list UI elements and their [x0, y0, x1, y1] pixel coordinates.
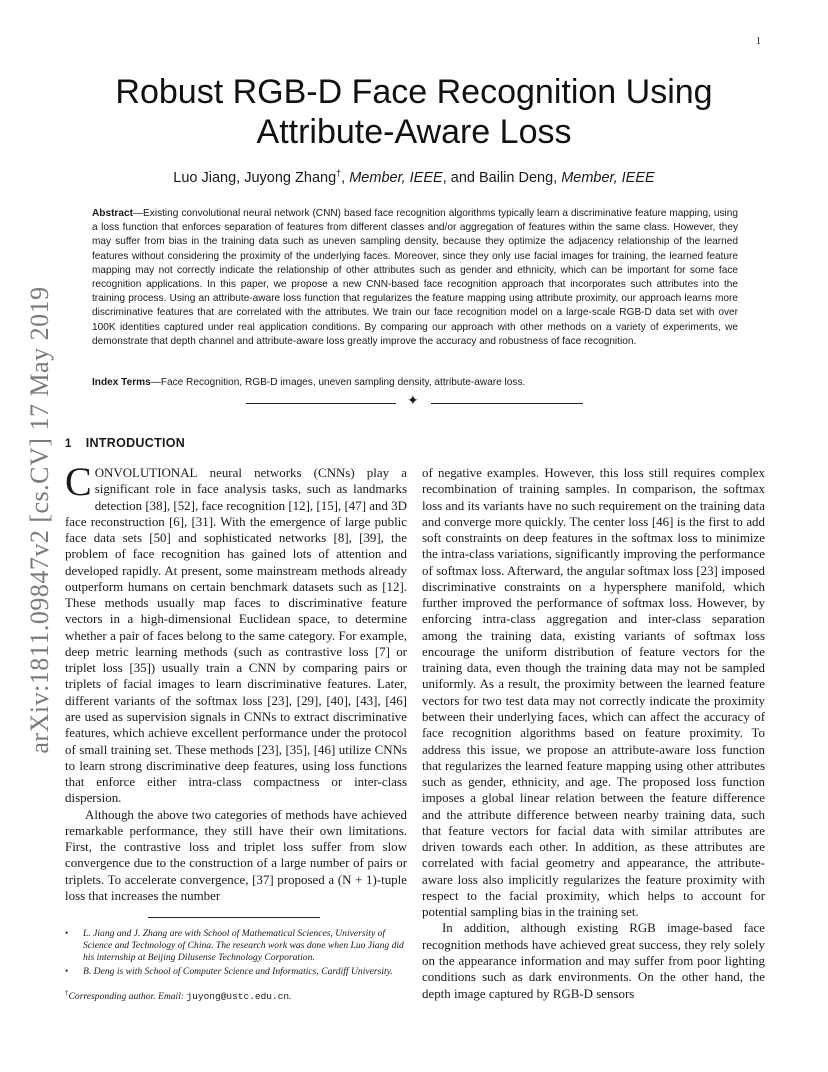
footnote-list — [65, 928, 407, 978]
corresponding-end: . — [289, 991, 292, 1003]
left-paragraph-2: Although the above two categories of methods have achieved remarkable performance, they still have their own limitations. First, the contrastive loss and triplet loss suffer from slow convergence due to the construction of a large number of pairs or triplets. To accelerate convergence, [37] proposed a (N + 1)-tuple loss that increases the number — [65, 806, 407, 903]
author-names-1: Luo Jiang, Juyong Zhang — [173, 169, 337, 186]
separator-rule-left — [246, 403, 396, 404]
separator-rule-right — [431, 403, 583, 404]
right-paragraph-1: of negative examples. However, this loss still requires complex recombination of training samples. In comparison, the softmax loss and its variants have no such requirement on the training data and converge more quickly. The center loss [46] is the first to add soft constraints on deep features in the softmax loss to minimize the intra-class variations, significantly improving the performance of softmax loss. Afterward, the angular softmax loss [23] imposed discriminative constraints on a hypersphere manifold, which further improved the performance of softmax loss. However, by enforcing intra-class aggregation and inter-class separation among the training data, existing variants of softmax loss encourage the uniform distribution of feature vectors for the training data, even though the training data may not be sampled uniformly. As a result, the proximity between the learned feature vectors for two test data may not correctly indicate the proximity between their underlying faces, which can affect the accuracy of face recognition algorithms based on feature proximity. To address this issue, we propose an attribute-aware loss function that regularizes the learned feature mapping using other attributes such as gender, ethnicity, and age. The proposed loss function imposes a global linear relation between the feature difference and the attribute difference between nearby training data, such that feature vectors for facial data with similar attributes are driven towards each other. In addition, as these attributes are correlated with facial geometry and appearance, the attribute-aware loss also implicitly regularizes the feature proximity with respect to the facial proximity, which helps to account for potential sampling bias in the training set. — [422, 465, 765, 920]
corresponding-dagger-mark: † — [336, 168, 342, 178]
author-role-2: Member, IEEE — [561, 169, 655, 186]
left-paragraph-1-text: neural networks (CNNs) play a significant role in face analysis tasks, such as landmarks detection [38], [52], face recognition [12], [15], [47] and 3D face reconstruction [6], [31]. With the emergence of large public face data sets [50] and sophisticated networks [8], [39], the problem of face recognition has gained lots of attention and developed rapidly. At present, some mainstream methods already outperform humans on certain benchmark datasets such as [12]. These methods usually map faces to discriminative feature vectors in a high-dimensional Euclidean space, to determine whether a pair of faces belong to the same category. For example, deep metric learning methods (such as contrastive loss [7] or triplet loss [35]) usually train a CNN by comparing pairs or triplets of facial images to learn discriminative features. Later, different variants of the softmax loss [23], [29], [40], [43], [46] are used as supervision signals in CNNs to extract discriminative features, which achieve excellent performance under the protocol of small training set. These methods [23], [35], [46] utilize CNNs to learn strong discriminative deep features, using loss functions that enforce either intra-class compactness or inter-class dispersion. — [65, 465, 407, 806]
page-number: 1 — [756, 36, 761, 47]
index-terms — [92, 376, 738, 390]
section-number: 1 — [65, 438, 72, 450]
footnote-rule — [148, 917, 320, 918]
arxiv-identifier-stamp: arXiv:1811.09847v2 [cs.CV] 17 May 2019 — [25, 286, 54, 754]
corresponding-mark: † — [65, 989, 69, 998]
bullet-icon: • — [65, 966, 69, 977]
lead-smallcaps: ONVOLUTIONAL — [94, 465, 198, 480]
corresponding-author-note — [65, 988, 407, 1003]
separator-diamond-icon: ✦ — [407, 394, 419, 409]
author-role-1: Member, IEEE — [349, 169, 443, 186]
bullet-icon: • — [65, 928, 69, 938]
left-column — [65, 459, 407, 904]
author-list — [80, 163, 748, 188]
right-paragraph-2: In addition, although existing RGB image-based face recognition methods have achieved great success, they rely solely on the appearance information and may suffer from poor lighting conditions such as dark environments. On the other hand, the depth image captured by RGB-D sensors — [422, 920, 765, 1001]
drop-cap: C — [65, 459, 92, 504]
corresponding-email[interactable]: juyong@ustc.edu.cn — [186, 991, 290, 1003]
section-title-initial: I — [85, 436, 90, 450]
left-paragraph-1 — [65, 459, 407, 807]
footnote-text: B. Deng is with School of Computer Science and Informatics, Cardiff University. — [83, 966, 393, 978]
index-terms-label: Index Terms — [92, 377, 151, 388]
section-title-rest: NTRODUCTION — [89, 436, 186, 450]
author-names-2: , and Bailin Deng, — [442, 169, 562, 186]
index-terms-text: —Face Recognition, RGB-D images, uneven sampling density, attribute-aware loss. — [150, 377, 526, 388]
right-column — [422, 465, 765, 1002]
footnote-text: L. Jiang and J. Zhang are with School of Mathematical Sciences, University of Science and Technology of China. The research work was done when Luo Jiang did his internship at Beijing Dilusense Technology Corporation. — [83, 928, 404, 963]
section-heading — [65, 436, 185, 450]
abstract-label: Abstract — [92, 208, 133, 219]
footnote-item — [65, 928, 407, 963]
title-line-1: Robust RGB-D Face Recognition Using — [115, 73, 713, 111]
title-line-2: Attribute-Aware Loss — [256, 113, 572, 151]
author-separator: , — [341, 169, 350, 186]
corresponding-label: Corresponding author. Email: — [68, 991, 187, 1003]
paper-title — [80, 72, 748, 152]
footnote-item — [65, 966, 407, 978]
footnotes — [65, 928, 407, 1003]
abstract-text: —Existing convolutional neural network (CNN) based face recognition algorithms typically learn a discriminative feature mapping, using a loss function that enforces separation of features from different classes and/or aggregation of features within the same class. However, they may suffer from bias in the training data such as uneven sampling density, because they optimize the adjacency relationship of the learned features without considering the proximity of the underlying faces. Moreover, since they only use facial images for training, the learned feature mapping may not correctly indicate the relationship of other attributes such as gender and ethnicity, which can be important for some face recognition applications. In this paper, we propose a new CNN-based face recognition approach that incorporates such attributes into the training process. Using an attribute-aware loss function that regularizes the feature mapping using attribute proximity, our approach learns more discriminative features that are correlated with the attributes. We train our face recognition model on a large-scale RGB-D data set with over 100K identities captured under real application conditions. By comparing our approach with other methods on a variety of experiments, we demonstrate that depth channel and attribute-aware loss greatly improve the accuracy and robustness of face recognition. — [92, 208, 738, 347]
abstract — [92, 207, 738, 349]
